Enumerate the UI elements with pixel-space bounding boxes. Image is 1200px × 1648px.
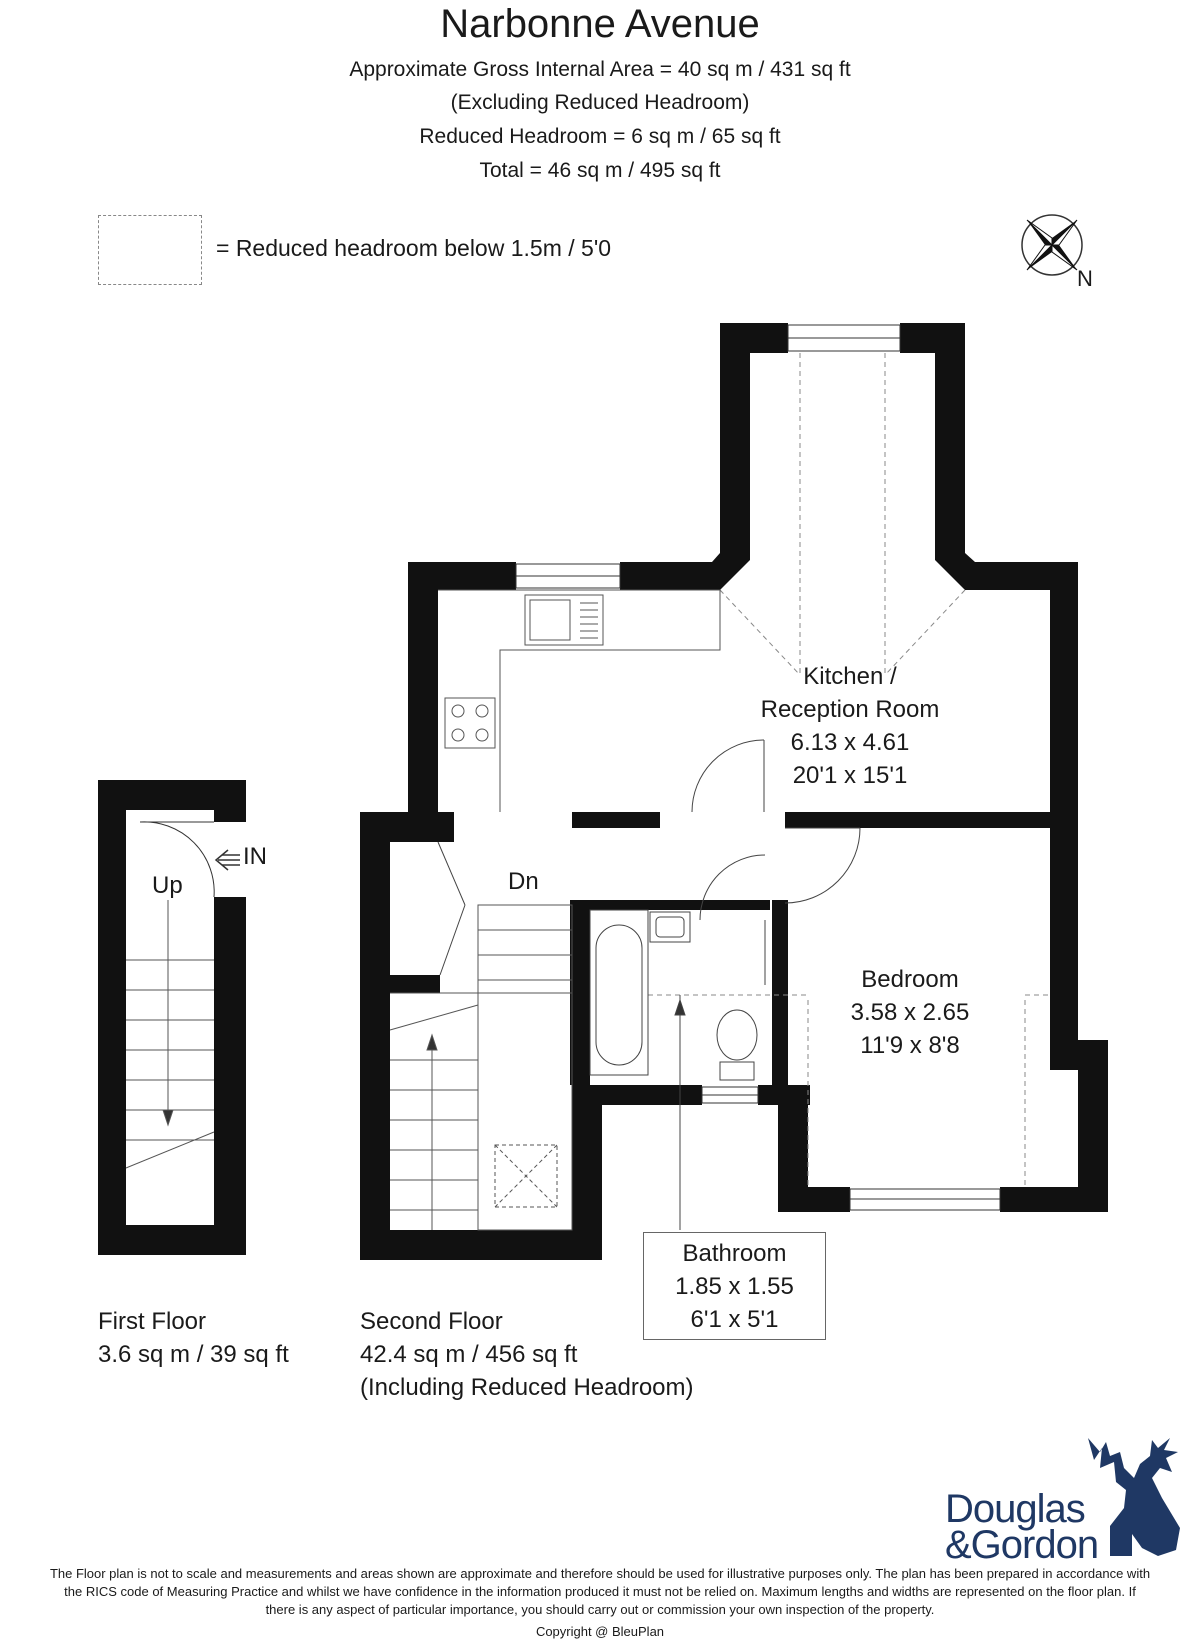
copyright: Copyright @ BleuPlan bbox=[535, 1624, 665, 1639]
legend-text: = Reduced headroom below 1.5m / 5'0 bbox=[216, 235, 611, 261]
first-floor-walls bbox=[98, 780, 246, 1255]
bathroom-fixtures bbox=[590, 910, 757, 1230]
entrance-label: IN bbox=[243, 843, 267, 870]
disclaimer-line-3: there is any aspect of particular importance, you should carry out or commission your own inspection of the property. bbox=[265, 1602, 935, 1617]
bedroom-imperial-dims: 11'9 x 8'8 bbox=[860, 1032, 960, 1059]
disclaimer-line-2: the RICS code of Measuring Practice and whilst we have confidence in the information produced it must not be relied on. Maximum lengths and widths are represented on the floor plan. If bbox=[64, 1584, 1136, 1599]
first-floor-name: First Floor bbox=[98, 1308, 206, 1335]
brand-name-line2: &Gordon bbox=[945, 1523, 1099, 1567]
disclaimer-line-1: The Floor plan is not to scale and measurements and areas shown are approximate and therefore should be used for illustrative purposes only. The plan has been prepared in accordance with bbox=[49, 1566, 1151, 1581]
bathroom-name: Bathroom bbox=[682, 1240, 787, 1267]
gross-area-line: Approximate Gross Internal Area = 40 sq m / 431 sq ft bbox=[349, 58, 851, 81]
total-area-line: Total = 46 sq m / 495 sq ft bbox=[479, 159, 721, 182]
kitchen-imperial-dims: 20'1 x 15'1 bbox=[792, 762, 908, 789]
entry-arrow-icon bbox=[216, 850, 240, 870]
bathroom-imperial-dims: 6'1 x 5'1 bbox=[690, 1306, 779, 1333]
bedroom-metric-dims: 3.58 x 2.65 bbox=[850, 999, 970, 1026]
second-floor-name: Second Floor bbox=[360, 1308, 503, 1335]
brand-name-line1: Douglas bbox=[945, 1487, 1085, 1531]
kitchen-room-label bbox=[730, 660, 970, 792]
first-floor-area: 3.6 sq m / 39 sq ft bbox=[98, 1341, 289, 1368]
kitchen-counters bbox=[438, 590, 720, 812]
disclaimer bbox=[0, 1565, 1200, 1619]
stair-down-label: Dn bbox=[508, 868, 539, 895]
second-floor-area: 42.4 sq m / 456 sq ft bbox=[360, 1341, 578, 1368]
excluding-note-line: (Excluding Reduced Headroom) bbox=[450, 91, 750, 114]
bedroom-name: Bedroom bbox=[861, 966, 959, 993]
stair-up-label: Up bbox=[152, 872, 183, 899]
kitchen-name-line2: Reception Room bbox=[760, 696, 940, 723]
second-floor-label bbox=[360, 1305, 694, 1404]
second-floor-stairs bbox=[390, 905, 572, 1230]
north-label: N bbox=[1077, 266, 1093, 291]
bedroom-room-label bbox=[820, 963, 1000, 1062]
page-title: Narbonne Avenue bbox=[440, 2, 760, 46]
second-floor-note: (Including Reduced Headroom) bbox=[360, 1374, 694, 1401]
kitchen-name-line1: Kitchen / bbox=[803, 663, 897, 690]
kitchen-metric-dims: 6.13 x 4.61 bbox=[790, 729, 910, 756]
reduced-headroom-line: Reduced Headroom = 6 sq m / 65 sq ft bbox=[419, 125, 781, 148]
first-floor-label bbox=[98, 1305, 289, 1371]
bathroom-metric-dims: 1.85 x 1.55 bbox=[675, 1273, 794, 1300]
